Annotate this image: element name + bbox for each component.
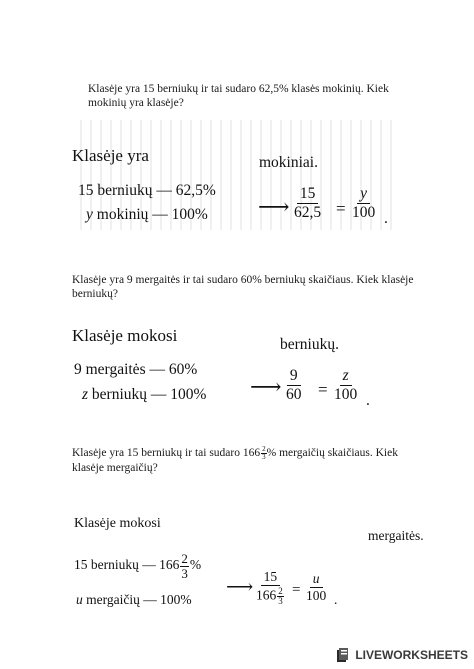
problem-1-answer-lead: Klasėje yra bbox=[72, 146, 149, 165]
fraction-denominator: 100 bbox=[334, 386, 358, 404]
period: . bbox=[334, 592, 338, 607]
problem-3-row1 bbox=[74, 552, 201, 580]
problem-1-row1: 15 berniukų — 62,5% bbox=[78, 182, 216, 199]
arrow-icon: ⟶ bbox=[258, 194, 290, 219]
fraction-numerator: u bbox=[310, 572, 323, 588]
fraction-y-over-100 bbox=[352, 186, 375, 222]
problem-2-row2 bbox=[82, 386, 206, 404]
arrow-icon: ⟶ bbox=[250, 374, 282, 399]
problem-3-question bbox=[72, 446, 398, 461]
row2-text: mokinių — 100% bbox=[92, 206, 208, 223]
row2-text: berniukų — 100% bbox=[88, 386, 207, 403]
arrow-icon: ⟶ bbox=[226, 577, 254, 598]
period: . bbox=[366, 392, 370, 409]
fraction-15-over-62-5 bbox=[294, 186, 321, 222]
fraction-denominator: 60 bbox=[286, 386, 302, 404]
numerator: 2 bbox=[181, 551, 188, 566]
fraction-denominator: 100 bbox=[306, 588, 327, 604]
fraction-denominator: 100 bbox=[352, 204, 376, 222]
equals-sign: = bbox=[336, 199, 346, 218]
equals-sign: = bbox=[292, 582, 301, 598]
row2-text: mergaičių — 100% bbox=[82, 592, 192, 607]
fraction-u-over-100 bbox=[306, 572, 326, 603]
numerator: 2 bbox=[278, 586, 283, 597]
fraction-numerator: y bbox=[357, 186, 370, 204]
row1-fraction-two-thirds bbox=[180, 552, 189, 580]
denominator: 3 bbox=[262, 453, 266, 461]
denominator-whole: 166 bbox=[256, 587, 277, 603]
numerator: 2 bbox=[262, 445, 266, 453]
problem-2-question: Klasėje yra 9 mergaitės ir tai sudaro 60% berniukų skaičiaus. Kiek klasėje berniukų? bbox=[72, 274, 414, 300]
denominator: 3 bbox=[278, 596, 283, 607]
fraction-z-over-100 bbox=[334, 368, 357, 404]
fraction-numerator: 9 bbox=[287, 368, 301, 386]
fraction-denominator: 62,5 bbox=[294, 204, 322, 222]
problem-3-answer-lead: Klasėje mokosi bbox=[74, 516, 161, 531]
question-text-start: Klasėje yra 15 berniukų ir tai sudaro 166 bbox=[72, 447, 261, 460]
percent: % bbox=[189, 557, 202, 573]
problem-3-answer-tail: mergaitės. bbox=[368, 528, 424, 543]
problem-1-row2 bbox=[86, 206, 208, 224]
brand-name: LIVEWORKSHEETS bbox=[355, 648, 468, 662]
liveworksheets-logo-icon bbox=[336, 647, 352, 663]
denominator-fraction bbox=[277, 587, 284, 606]
denominator: 3 bbox=[181, 566, 188, 581]
problem-2-answer-lead: Klasėje mokosi bbox=[72, 326, 178, 345]
problem-2-answer-tail: berniukų. bbox=[280, 336, 339, 353]
problem-1-answer-tail: mokiniai. bbox=[259, 154, 318, 171]
fraction-numerator: 15 bbox=[297, 186, 319, 204]
fraction-15-over-166-two-thirds bbox=[256, 570, 285, 606]
row1-text: 15 berniukų — 166 bbox=[74, 557, 180, 573]
problem-3-question-line2: klasėje mergaičių? bbox=[72, 462, 158, 474]
problem-1-question: Klasėje yra 15 berniukų ir tai sudaro 62,5% klasės mokinių. Kiek mokinių yra klasėje? bbox=[88, 83, 389, 109]
period: . bbox=[384, 210, 388, 227]
liveworksheets-footer bbox=[336, 645, 468, 665]
equals-sign: = bbox=[318, 380, 328, 399]
fraction-9-over-60 bbox=[286, 368, 302, 404]
question-text-end: % mergaičių skaičiaus. Kiek bbox=[266, 447, 398, 460]
variable-y: y bbox=[86, 206, 93, 223]
variable-z: z bbox=[82, 386, 89, 403]
problem-2-row1: 9 mergaitės — 60% bbox=[74, 361, 198, 378]
fraction-denominator bbox=[256, 586, 285, 606]
fraction-numerator: z bbox=[340, 368, 352, 386]
fraction-numerator: 15 bbox=[261, 570, 281, 586]
problem-3-row2 bbox=[76, 592, 192, 608]
variable-u: u bbox=[76, 592, 83, 607]
